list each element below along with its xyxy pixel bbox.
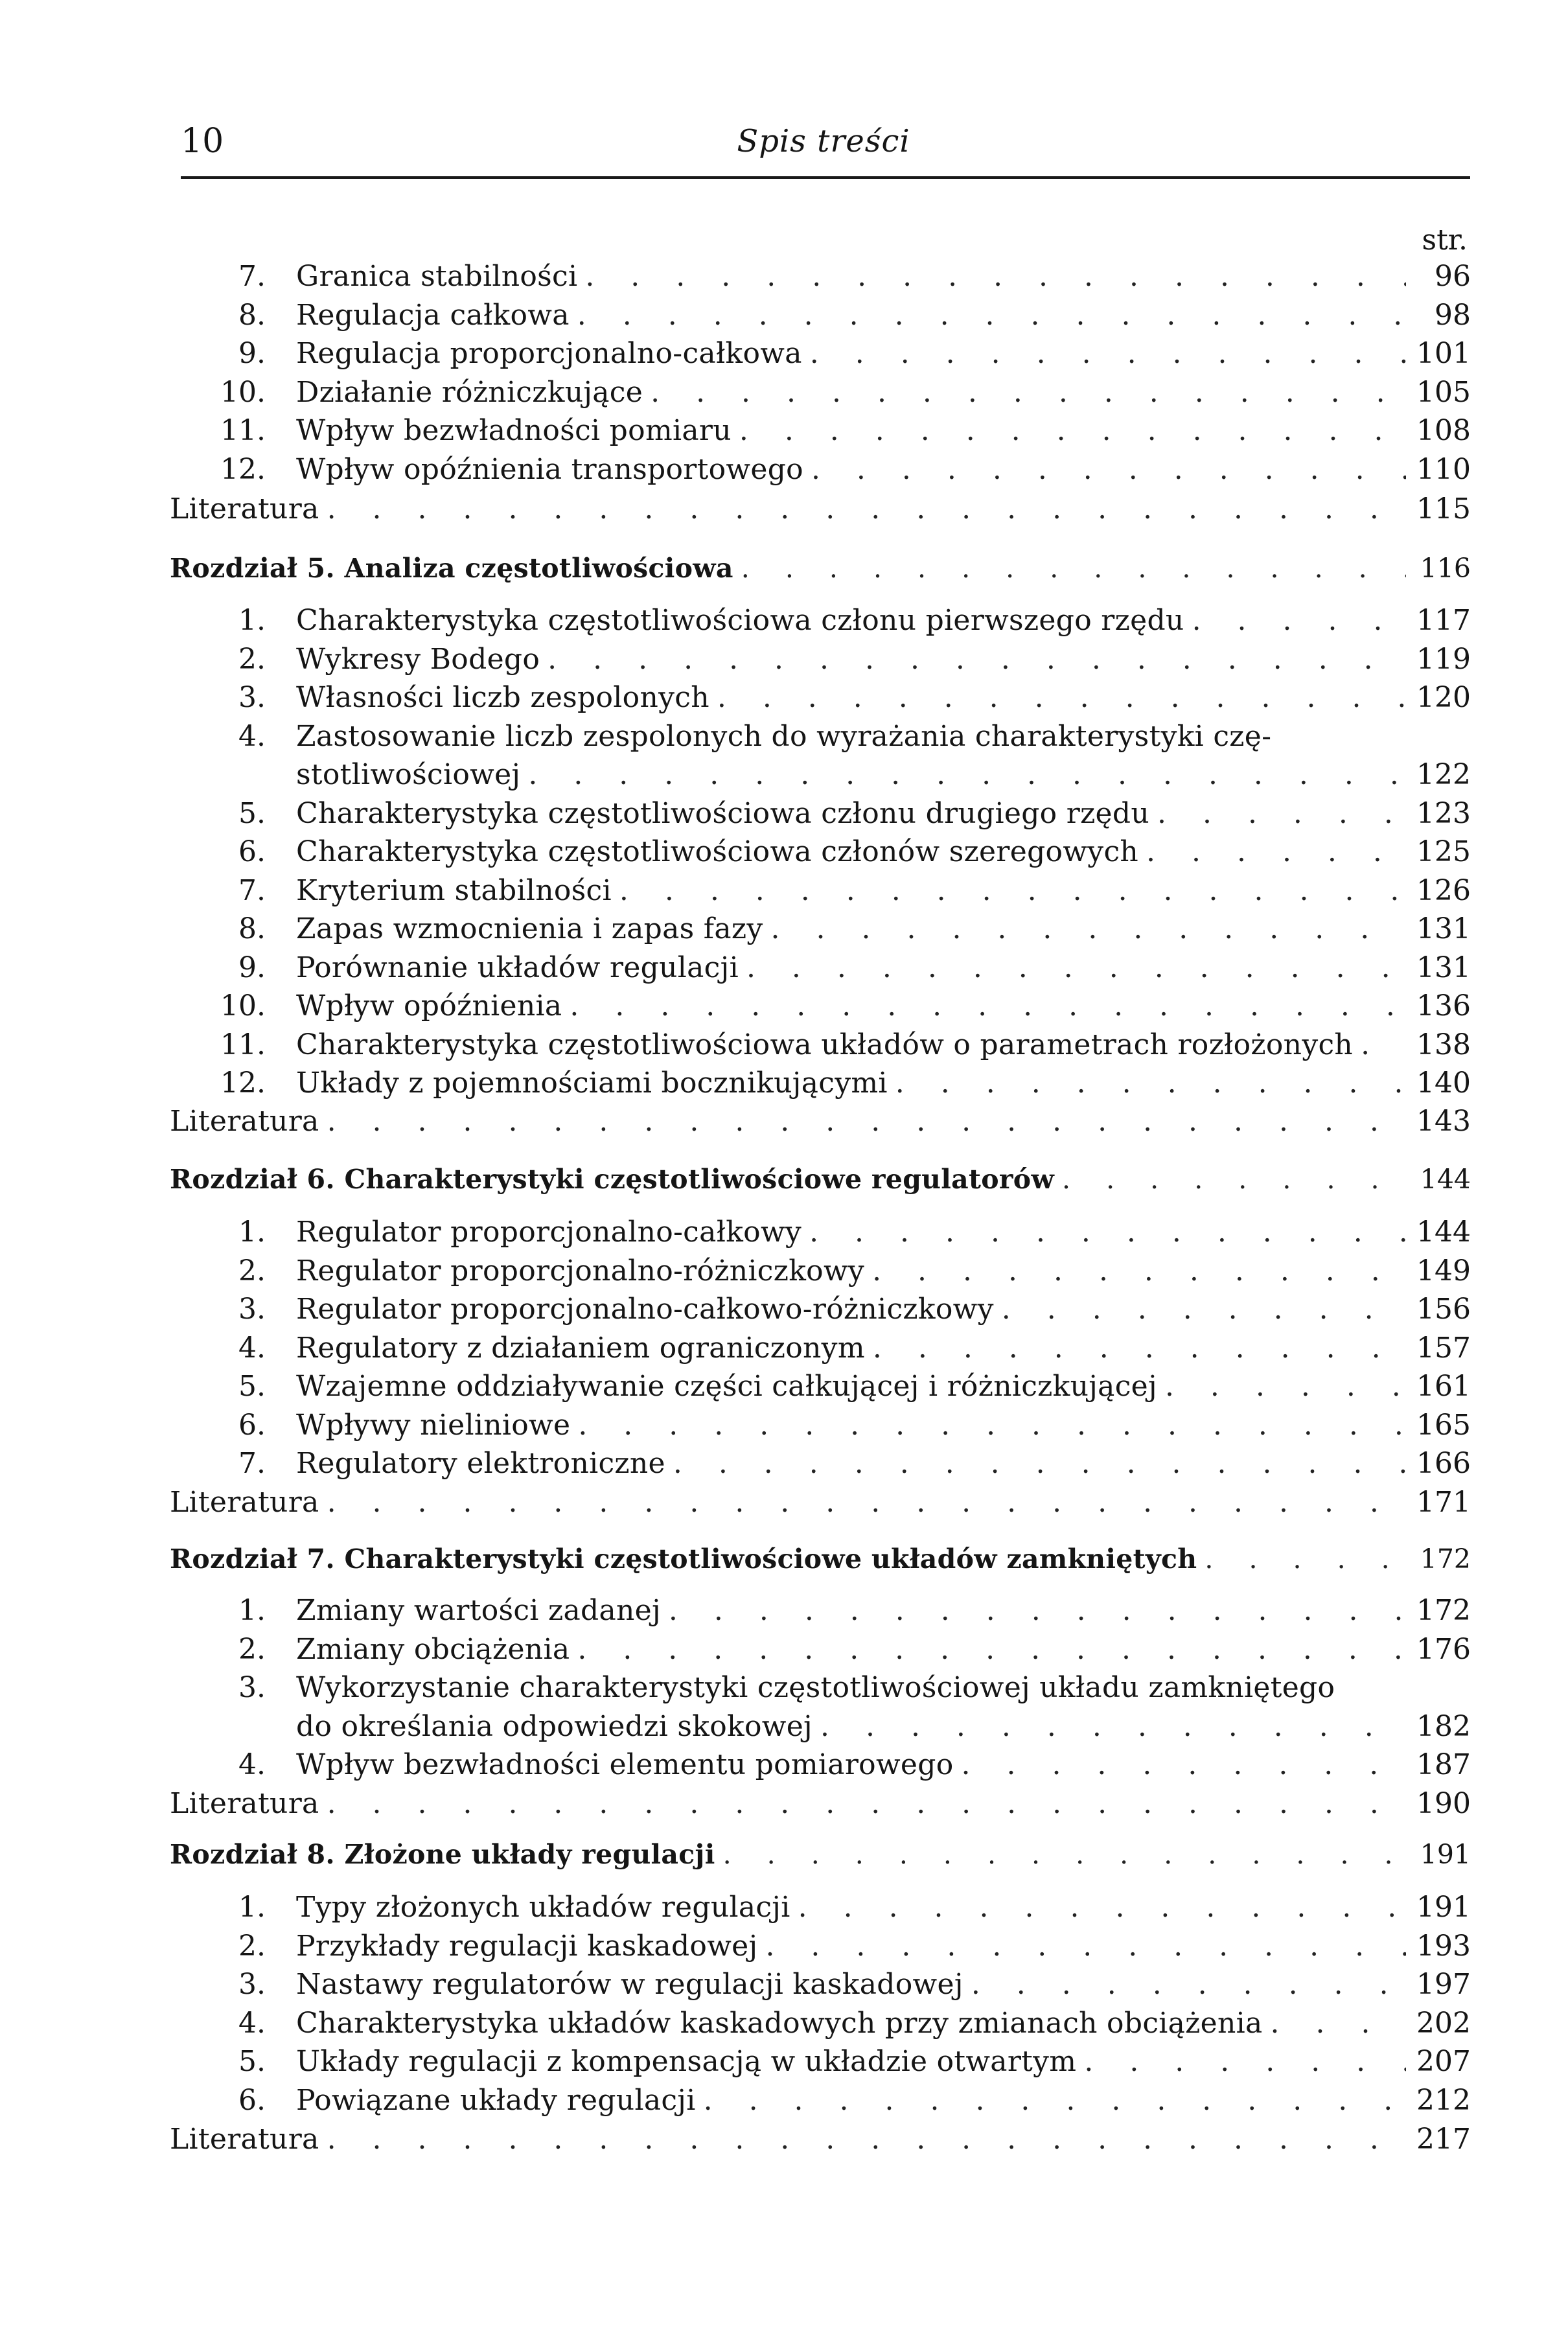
entry-title: Literatura bbox=[170, 492, 319, 525]
entry-row bbox=[296, 1592, 1471, 1630]
entry-page: 202 bbox=[1416, 2006, 1471, 2040]
toc-entry bbox=[170, 1631, 1471, 1668]
toc-entry bbox=[170, 1214, 1471, 1251]
entry-page: 190 bbox=[1416, 1787, 1471, 1820]
entry-title: Zapas wzmocnienia i zapas fazy bbox=[296, 912, 763, 945]
entry-title: Literatura bbox=[170, 1787, 319, 1820]
entry-row bbox=[296, 335, 1471, 373]
entry-row bbox=[296, 1026, 1471, 1064]
chapter-heading bbox=[170, 1836, 1471, 1873]
entry-number: 7. bbox=[238, 260, 266, 293]
toc-entry bbox=[170, 297, 1471, 334]
entry-page: 126 bbox=[1416, 873, 1471, 907]
entry-title: Wpływ bezwładności elementu pomiarowego bbox=[296, 1748, 954, 1781]
toc-entry-continuation bbox=[170, 1708, 1471, 1746]
leader-dots bbox=[1002, 1291, 1406, 1328]
entry-number: 4. bbox=[238, 2006, 266, 2040]
entry-title: Charakterystyka częstotliwościowa członów szeregowych bbox=[296, 835, 1139, 868]
toc-entry bbox=[170, 1445, 1471, 1483]
literature-entry bbox=[170, 1785, 1471, 1823]
entry-page: 191 bbox=[1420, 1839, 1471, 1870]
entry-page: 101 bbox=[1416, 337, 1471, 370]
toc-entry bbox=[170, 451, 1471, 489]
entry-row bbox=[296, 1889, 1471, 1926]
entry-page: 191 bbox=[1416, 1891, 1471, 1924]
toc-entry bbox=[170, 910, 1471, 948]
entry-row bbox=[296, 1253, 1471, 1290]
leader-dots bbox=[327, 1785, 1406, 1823]
leader-dots bbox=[1361, 1026, 1406, 1064]
entry-page: 149 bbox=[1416, 1254, 1471, 1287]
entry-title: Kryterium stabilności bbox=[296, 873, 612, 907]
leader-dots bbox=[1062, 1160, 1406, 1198]
entry-title: stotliwościowej bbox=[296, 758, 521, 791]
entry-title: Literatura bbox=[170, 1105, 319, 1138]
entry-title: Przykłady regulacji kaskadowej bbox=[296, 1929, 758, 1963]
entry-row bbox=[296, 1631, 1471, 1668]
entry-number: 12. bbox=[220, 1067, 266, 1100]
entry-title: Rozdział 7. Charakterystyki częstotliwościowe układów zamkniętych bbox=[170, 1543, 1197, 1575]
toc-entry bbox=[170, 1669, 1471, 1707]
entry-row bbox=[296, 297, 1471, 334]
entry-number: 4. bbox=[238, 1331, 266, 1365]
toc-entry bbox=[170, 258, 1471, 295]
toc-entry bbox=[170, 1291, 1471, 1328]
entry-row bbox=[296, 833, 1471, 871]
entry-row bbox=[170, 1785, 1471, 1823]
leader-dots bbox=[327, 1484, 1406, 1521]
entry-number: 10. bbox=[220, 989, 266, 1022]
leader-dots bbox=[1157, 795, 1406, 833]
entry-row bbox=[170, 491, 1471, 528]
entry-row bbox=[296, 718, 1471, 756]
page-header bbox=[181, 115, 1466, 172]
leader-dots bbox=[810, 335, 1406, 373]
page-number: 10 bbox=[181, 122, 224, 161]
entry-title: Porównanie układów regulacji bbox=[296, 951, 739, 984]
entry-row bbox=[296, 1407, 1471, 1444]
entry-row bbox=[296, 679, 1471, 717]
literature-entry bbox=[170, 1484, 1471, 1521]
entry-page: 123 bbox=[1416, 796, 1471, 830]
entry-page: 171 bbox=[1416, 1486, 1471, 1519]
entry-title: Regulacja proporcjonalno-całkowa bbox=[296, 337, 802, 370]
leader-dots bbox=[528, 756, 1406, 794]
entry-title: Regulatory z działaniem ograniczonym bbox=[296, 1331, 865, 1365]
toc-entry bbox=[170, 679, 1471, 717]
entry-number: 1. bbox=[238, 604, 266, 637]
entry-row bbox=[170, 1484, 1471, 1521]
literature-entry bbox=[170, 2121, 1471, 2158]
entry-page: 143 bbox=[1416, 1105, 1471, 1138]
entry-page: 98 bbox=[1435, 298, 1471, 332]
entry-page: 120 bbox=[1416, 681, 1471, 714]
entry-title: do określania odpowiedzi skokowej bbox=[296, 1709, 813, 1743]
leader-dots bbox=[820, 1708, 1406, 1746]
entry-row bbox=[296, 602, 1471, 640]
leader-dots bbox=[577, 1631, 1406, 1668]
entry-row bbox=[296, 2082, 1471, 2119]
toc-entry bbox=[170, 2005, 1471, 2042]
toc-entry bbox=[170, 1407, 1471, 1444]
entry-row bbox=[296, 1291, 1471, 1328]
entry-page: 187 bbox=[1416, 1748, 1471, 1781]
entry-number: 6. bbox=[238, 835, 266, 868]
entry-page: 116 bbox=[1420, 553, 1471, 584]
entry-title: Wykresy Bodego bbox=[296, 642, 540, 676]
entry-number: 1. bbox=[238, 1216, 266, 1249]
entry-number: 6. bbox=[238, 2083, 266, 2117]
entry-title: Regulatory elektroniczne bbox=[296, 1447, 665, 1480]
toc-entry-continuation bbox=[170, 756, 1471, 794]
leader-dots bbox=[741, 549, 1406, 587]
leader-dots bbox=[673, 1445, 1406, 1483]
entry-page: 182 bbox=[1416, 1709, 1471, 1743]
entry-title: Granica stabilności bbox=[296, 260, 578, 293]
entry-number: 5. bbox=[238, 1370, 266, 1403]
entry-title: Rozdział 8. Złożone układy regulacji bbox=[170, 1839, 715, 1870]
leader-dots bbox=[327, 491, 1406, 528]
entry-page: 172 bbox=[1420, 1543, 1471, 1575]
entry-title: Działanie różniczkujące bbox=[296, 375, 643, 409]
entry-page: 105 bbox=[1416, 375, 1471, 409]
toc-entry bbox=[170, 795, 1471, 833]
entry-number: 1. bbox=[238, 1891, 266, 1924]
entry-title: Własności liczb zespolonych bbox=[296, 681, 709, 714]
leader-dots bbox=[578, 1407, 1406, 1444]
entry-page: 212 bbox=[1416, 2083, 1471, 2117]
toc-entry bbox=[170, 987, 1471, 1025]
entry-title: Charakterystyka częstotliwościowa członu drugiego rzędu bbox=[296, 796, 1149, 830]
entry-row bbox=[170, 1103, 1471, 1140]
leader-dots bbox=[723, 1836, 1406, 1873]
entry-page: 193 bbox=[1416, 1929, 1471, 1963]
entry-title: Wpływ bezwładności pomiaru bbox=[296, 414, 732, 447]
entry-title: Literatura bbox=[170, 2123, 319, 2156]
toc-entry bbox=[170, 872, 1471, 910]
entry-page: 161 bbox=[1416, 1370, 1471, 1403]
entry-title: Charakterystyka częstotliwościowa członu pierwszego rzędu bbox=[296, 604, 1184, 637]
entry-title: Typy złożonych układów regulacji bbox=[296, 1891, 790, 1924]
entry-title: Charakterystyka układów kaskadowych przy zmianach obciążenia bbox=[296, 2006, 1263, 2040]
toc-entry bbox=[170, 641, 1471, 678]
entry-title: Literatura bbox=[170, 1486, 319, 1519]
entry-number: 2. bbox=[238, 1632, 266, 1666]
header-rule bbox=[181, 176, 1470, 179]
toc-entry bbox=[170, 1746, 1471, 1784]
entry-page: 119 bbox=[1416, 642, 1471, 676]
entry-title: Regulator proporcjonalno-różniczkowy bbox=[296, 1254, 865, 1287]
entry-row bbox=[296, 641, 1471, 678]
entry-title: Wpływ opóźnienia bbox=[296, 989, 562, 1022]
toc-entry bbox=[170, 1330, 1471, 1367]
entry-row bbox=[296, 1065, 1471, 1102]
toc-entry bbox=[170, 1026, 1471, 1064]
literature-entry bbox=[170, 1103, 1471, 1140]
entry-number: 2. bbox=[238, 1254, 266, 1287]
entry-title: Regulacja całkowa bbox=[296, 298, 570, 332]
entry-title: Wykorzystanie charakterystyki częstotliwościowej układu zamkniętego bbox=[296, 1671, 1335, 1704]
entry-page: 217 bbox=[1416, 2123, 1471, 2156]
entry-row bbox=[296, 2043, 1471, 2081]
entry-title: Nastawy regulatorów w regulacji kaskadowej bbox=[296, 1968, 963, 2001]
entry-number: 7. bbox=[238, 873, 266, 907]
entry-title: Układy z pojemnościami bocznikującymi bbox=[296, 1067, 888, 1100]
entry-number: 12. bbox=[220, 452, 266, 486]
entry-row bbox=[296, 1214, 1471, 1251]
entry-page: 96 bbox=[1435, 260, 1471, 293]
entry-row bbox=[296, 451, 1471, 489]
page-column-label: str. bbox=[1422, 224, 1468, 257]
leader-dots bbox=[771, 910, 1406, 948]
leader-dots bbox=[327, 2121, 1406, 2158]
leader-dots bbox=[962, 1746, 1406, 1784]
entry-row bbox=[296, 872, 1471, 910]
entry-row bbox=[296, 1669, 1471, 1707]
toc-entry bbox=[170, 374, 1471, 411]
entry-row bbox=[170, 549, 1471, 587]
entry-page: 138 bbox=[1416, 1028, 1471, 1061]
entry-page: 122 bbox=[1416, 758, 1471, 791]
leader-dots bbox=[765, 1928, 1406, 1965]
entry-title: Regulator proporcjonalno-całkowo-różniczkowy bbox=[296, 1293, 994, 1326]
entry-number: 3. bbox=[238, 1293, 266, 1326]
entry-row bbox=[296, 756, 1471, 794]
leader-dots bbox=[570, 987, 1406, 1025]
chapter-heading bbox=[170, 549, 1471, 587]
entry-number: 3. bbox=[238, 1671, 266, 1704]
entry-title: Układy regulacji z kompensacją w układzie otwartym bbox=[296, 2045, 1077, 2078]
entry-row bbox=[296, 1746, 1471, 1784]
entry-page: 131 bbox=[1416, 951, 1471, 984]
entry-row bbox=[296, 949, 1471, 987]
toc-entry bbox=[170, 1065, 1471, 1102]
leader-dots bbox=[1192, 602, 1406, 640]
leader-dots bbox=[669, 1592, 1406, 1630]
leader-dots bbox=[619, 872, 1406, 910]
entry-row bbox=[296, 910, 1471, 948]
entry-title: Rozdział 6. Charakterystyki częstotliwościowe regulatorów bbox=[170, 1164, 1055, 1195]
toc-entry bbox=[170, 2082, 1471, 2119]
entry-page: 131 bbox=[1416, 912, 1471, 945]
leader-dots bbox=[895, 1065, 1406, 1102]
entry-number: 9. bbox=[238, 951, 266, 984]
toc-entry bbox=[170, 1889, 1471, 1926]
entry-number: 6. bbox=[238, 1408, 266, 1442]
entry-row bbox=[296, 795, 1471, 833]
entry-page: 166 bbox=[1416, 1447, 1471, 1480]
entry-number: 4. bbox=[238, 719, 266, 753]
entry-row bbox=[296, 412, 1471, 450]
leader-dots bbox=[327, 1103, 1406, 1140]
entry-title: Wzajemne oddziaływanie części całkującej i różniczkującej bbox=[296, 1370, 1157, 1403]
leader-dots bbox=[1271, 2005, 1406, 2042]
entry-row bbox=[170, 2121, 1471, 2158]
entry-page: 125 bbox=[1416, 835, 1471, 868]
entry-row bbox=[170, 1836, 1471, 1873]
leader-dots bbox=[811, 451, 1406, 489]
leader-dots bbox=[746, 949, 1406, 987]
entry-row bbox=[296, 1708, 1471, 1746]
entry-title: Zastosowanie liczb zespolonych do wyrażania charakterystyki czę- bbox=[296, 719, 1272, 753]
entry-page: 144 bbox=[1420, 1164, 1471, 1195]
entry-row bbox=[170, 1160, 1471, 1198]
toc-entry bbox=[170, 335, 1471, 373]
entry-number: 4. bbox=[238, 1748, 266, 1781]
toc-entry bbox=[170, 949, 1471, 987]
toc-entry bbox=[170, 718, 1471, 756]
entry-row bbox=[170, 1540, 1471, 1578]
toc-entry bbox=[170, 2043, 1471, 2081]
entry-page: 176 bbox=[1416, 1632, 1471, 1666]
leader-dots bbox=[585, 258, 1406, 295]
toc-entry bbox=[170, 412, 1471, 450]
entry-title: Rozdział 5. Analiza częstotliwościowa bbox=[170, 553, 733, 584]
leader-dots bbox=[1165, 1368, 1406, 1405]
entry-page: 197 bbox=[1416, 1968, 1471, 2001]
leader-dots bbox=[717, 679, 1406, 717]
leader-dots bbox=[651, 374, 1406, 411]
entry-title: Zmiany obciążenia bbox=[296, 1632, 570, 1666]
entry-number: 10. bbox=[220, 375, 266, 409]
leader-dots bbox=[739, 412, 1406, 450]
entry-number: 8. bbox=[238, 912, 266, 945]
entry-page: 156 bbox=[1416, 1293, 1471, 1326]
entry-row bbox=[296, 1330, 1471, 1367]
running-title: Spis treści bbox=[737, 123, 910, 159]
entry-row bbox=[296, 1368, 1471, 1405]
entry-page: 108 bbox=[1416, 414, 1471, 447]
entry-number: 11. bbox=[220, 414, 266, 447]
entry-number: 2. bbox=[238, 642, 266, 676]
entry-row bbox=[296, 987, 1471, 1025]
entry-page: 115 bbox=[1416, 492, 1471, 525]
leader-dots bbox=[548, 641, 1406, 678]
toc-entry bbox=[170, 602, 1471, 640]
entry-number: 9. bbox=[238, 337, 266, 370]
toc-entry bbox=[170, 1368, 1471, 1405]
entry-number: 5. bbox=[238, 2045, 266, 2078]
leader-dots bbox=[971, 1966, 1406, 2003]
toc-entry bbox=[170, 1928, 1471, 1965]
entry-title: Charakterystyka częstotliwościowa układów o parametrach rozłożonych bbox=[296, 1028, 1354, 1061]
leader-dots bbox=[577, 297, 1406, 334]
entry-number: 2. bbox=[238, 1929, 266, 1963]
entry-title: Wpływy nieliniowe bbox=[296, 1408, 571, 1442]
literature-entry bbox=[170, 491, 1471, 528]
leader-dots bbox=[872, 1253, 1406, 1290]
entry-number: 1. bbox=[238, 1594, 266, 1627]
entry-page: 207 bbox=[1416, 2045, 1471, 2078]
chapter-heading bbox=[170, 1540, 1471, 1578]
entry-page: 165 bbox=[1416, 1408, 1471, 1442]
entry-number: 11. bbox=[220, 1028, 266, 1061]
entry-row bbox=[296, 1928, 1471, 1965]
entry-number: 8. bbox=[238, 298, 266, 332]
entry-page: 117 bbox=[1416, 604, 1471, 637]
leader-dots bbox=[1084, 2043, 1406, 2081]
toc-entry bbox=[170, 1253, 1471, 1290]
entry-title: Regulator proporcjonalno-całkowy bbox=[296, 1216, 802, 1249]
entry-page: 172 bbox=[1416, 1594, 1471, 1627]
leader-dots bbox=[1146, 833, 1406, 871]
toc-entry bbox=[170, 833, 1471, 871]
entry-row bbox=[296, 1445, 1471, 1483]
leader-dots bbox=[798, 1889, 1406, 1926]
chapter-heading bbox=[170, 1160, 1471, 1198]
entry-page: 110 bbox=[1416, 452, 1471, 486]
entry-title: Wpływ opóźnienia transportowego bbox=[296, 452, 803, 486]
entry-row bbox=[296, 374, 1471, 411]
leader-dots bbox=[873, 1330, 1406, 1367]
leader-dots bbox=[704, 2082, 1406, 2119]
entry-row bbox=[296, 2005, 1471, 2042]
entry-number: 3. bbox=[238, 681, 266, 714]
toc-entry bbox=[170, 1966, 1471, 2003]
entry-page: 140 bbox=[1416, 1067, 1471, 1100]
entry-title: Zmiany wartości zadanej bbox=[296, 1594, 661, 1627]
entry-page: 136 bbox=[1416, 989, 1471, 1022]
entry-number: 7. bbox=[238, 1447, 266, 1480]
toc-entry bbox=[170, 1592, 1471, 1630]
entry-page: 157 bbox=[1416, 1331, 1471, 1365]
leader-dots bbox=[809, 1214, 1406, 1251]
entry-row bbox=[296, 1966, 1471, 2003]
entry-row bbox=[296, 258, 1471, 295]
leader-dots bbox=[1205, 1540, 1406, 1578]
entry-title: Powiązane układy regulacji bbox=[296, 2083, 696, 2117]
entry-page: 144 bbox=[1416, 1216, 1471, 1249]
entry-number: 3. bbox=[238, 1968, 266, 2001]
entry-number: 5. bbox=[238, 796, 266, 830]
